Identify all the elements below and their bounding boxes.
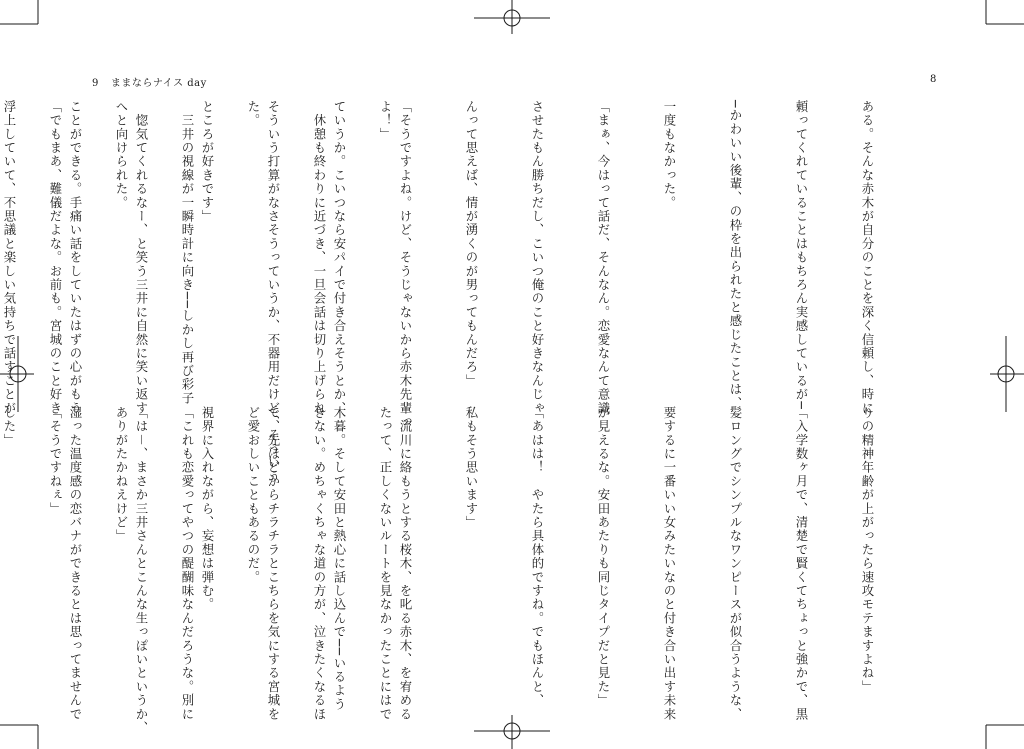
- text-line: へと向けられた。: [114, 100, 129, 210]
- text-line: 一度もなかった。: [662, 100, 677, 210]
- text-line: 頼ってくれていることはもちろん実感しているが─: [794, 100, 809, 411]
- text-line: で、先ほどからチラチラとこちらを気にする宮城を: [266, 406, 281, 722]
- text-line: 浮上していて、不思議と楽しい気持ちで話すことが: [2, 100, 17, 416]
- text-line: 髪ロングでシンプルなワンピースが似合うような、: [728, 406, 743, 722]
- text-line: 三井の視線が一瞬時計に向き──しかし再び彩子: [180, 100, 195, 406]
- running-title: ままならナイス day: [110, 78, 207, 89]
- text-line: よ！」: [378, 100, 393, 142]
- text-line: した」: [2, 406, 17, 448]
- text-line: ど愛おしいこともあるのだ。: [246, 406, 261, 585]
- text-line: 「は－、まさか三井さんとこんな生っぽいというか、: [134, 406, 149, 735]
- text-line: た。: [246, 100, 261, 128]
- registration-mark-top: [474, 0, 550, 34]
- text-line: 「入学数ヶ月で、清楚で賢くてちょっと強かで、黒: [794, 406, 809, 722]
- text-line: 「そうですねぇ」: [48, 406, 63, 516]
- text-line: させたもん勝ちだし、こいつ俺のこと好きなんじゃ: [530, 100, 545, 416]
- right-page-number: 8: [930, 74, 937, 85]
- text-line: 「まぁ、今はって話だ、そんなん。恋愛なんて意識: [596, 100, 611, 416]
- text-line: 休憩も終わりに近づき、一旦会話は切り上げられ: [312, 100, 327, 416]
- text-line: 「これも恋愛ってやつの醍醐味なんだろうな。別に: [180, 406, 195, 722]
- text-line: 「でもまあ、難儀だよな。お前も。宮城のこと好き: [48, 100, 63, 416]
- text-line: が見えるな。安田あたりも同じタイプだと見た」: [596, 406, 611, 708]
- text-line: そういう打算がなさそうっていうか、不器用だけど、そういう: [266, 100, 281, 484]
- text-line: ある。そんな赤木が自分のことを深く信頼し、時に: [860, 100, 875, 416]
- text-line: 木暮。そして安田と熱心に話し込んで──いるよう: [332, 406, 347, 712]
- text-line: きない。めちゃくちゃな道の方が、泣きたくなるほ: [312, 406, 327, 722]
- text-line: ありがたかねえけど」: [114, 406, 129, 543]
- registration-mark-right: [990, 336, 1024, 412]
- text-line: ていうか。こいつなら安パイで付き合えそうとか、: [332, 100, 347, 416]
- text-line: んって思えば、情が湧くのが男ってもんだろ」: [464, 100, 479, 388]
- text-line: 私もそう思います」: [464, 406, 479, 530]
- text-line: 惚気てくれるなー、と笑う三井に自然に笑い返す: [134, 100, 149, 416]
- text-line: ことができる。手痛い話をしていたはずの心がもう: [68, 100, 83, 416]
- text-line: 「あはは！ やたら具体的ですね。でもほんと、: [530, 406, 545, 708]
- text-line: 要するに一番いい女みたいなのと付き合い出す未来: [662, 406, 677, 722]
- text-line: 「そうですよね。けど、そうじゃないから赤木先輩っ: [398, 100, 413, 429]
- text-line: 湿った温度感の恋バナができるとは思ってませんで: [68, 406, 83, 722]
- text-line: ところが好きです」: [200, 100, 215, 224]
- text-line: 視界に入れながら、妄想は弾む。: [200, 406, 215, 612]
- text-line: りの精神年齢が上がったら速攻モテますよね」: [860, 406, 875, 694]
- registration-mark-bottom: [474, 715, 550, 749]
- left-page-number: 9: [92, 78, 99, 89]
- text-line: たって、正しくないルートを見なかったことにはで: [378, 406, 393, 722]
- text-line: ─かわいい後輩、の枠を出られたと感じたことは、: [728, 100, 743, 411]
- text-line: 流川に絡もうとする桜木、を叱る赤木、を宥める: [398, 406, 413, 722]
- left-page-header: [92, 74, 207, 89]
